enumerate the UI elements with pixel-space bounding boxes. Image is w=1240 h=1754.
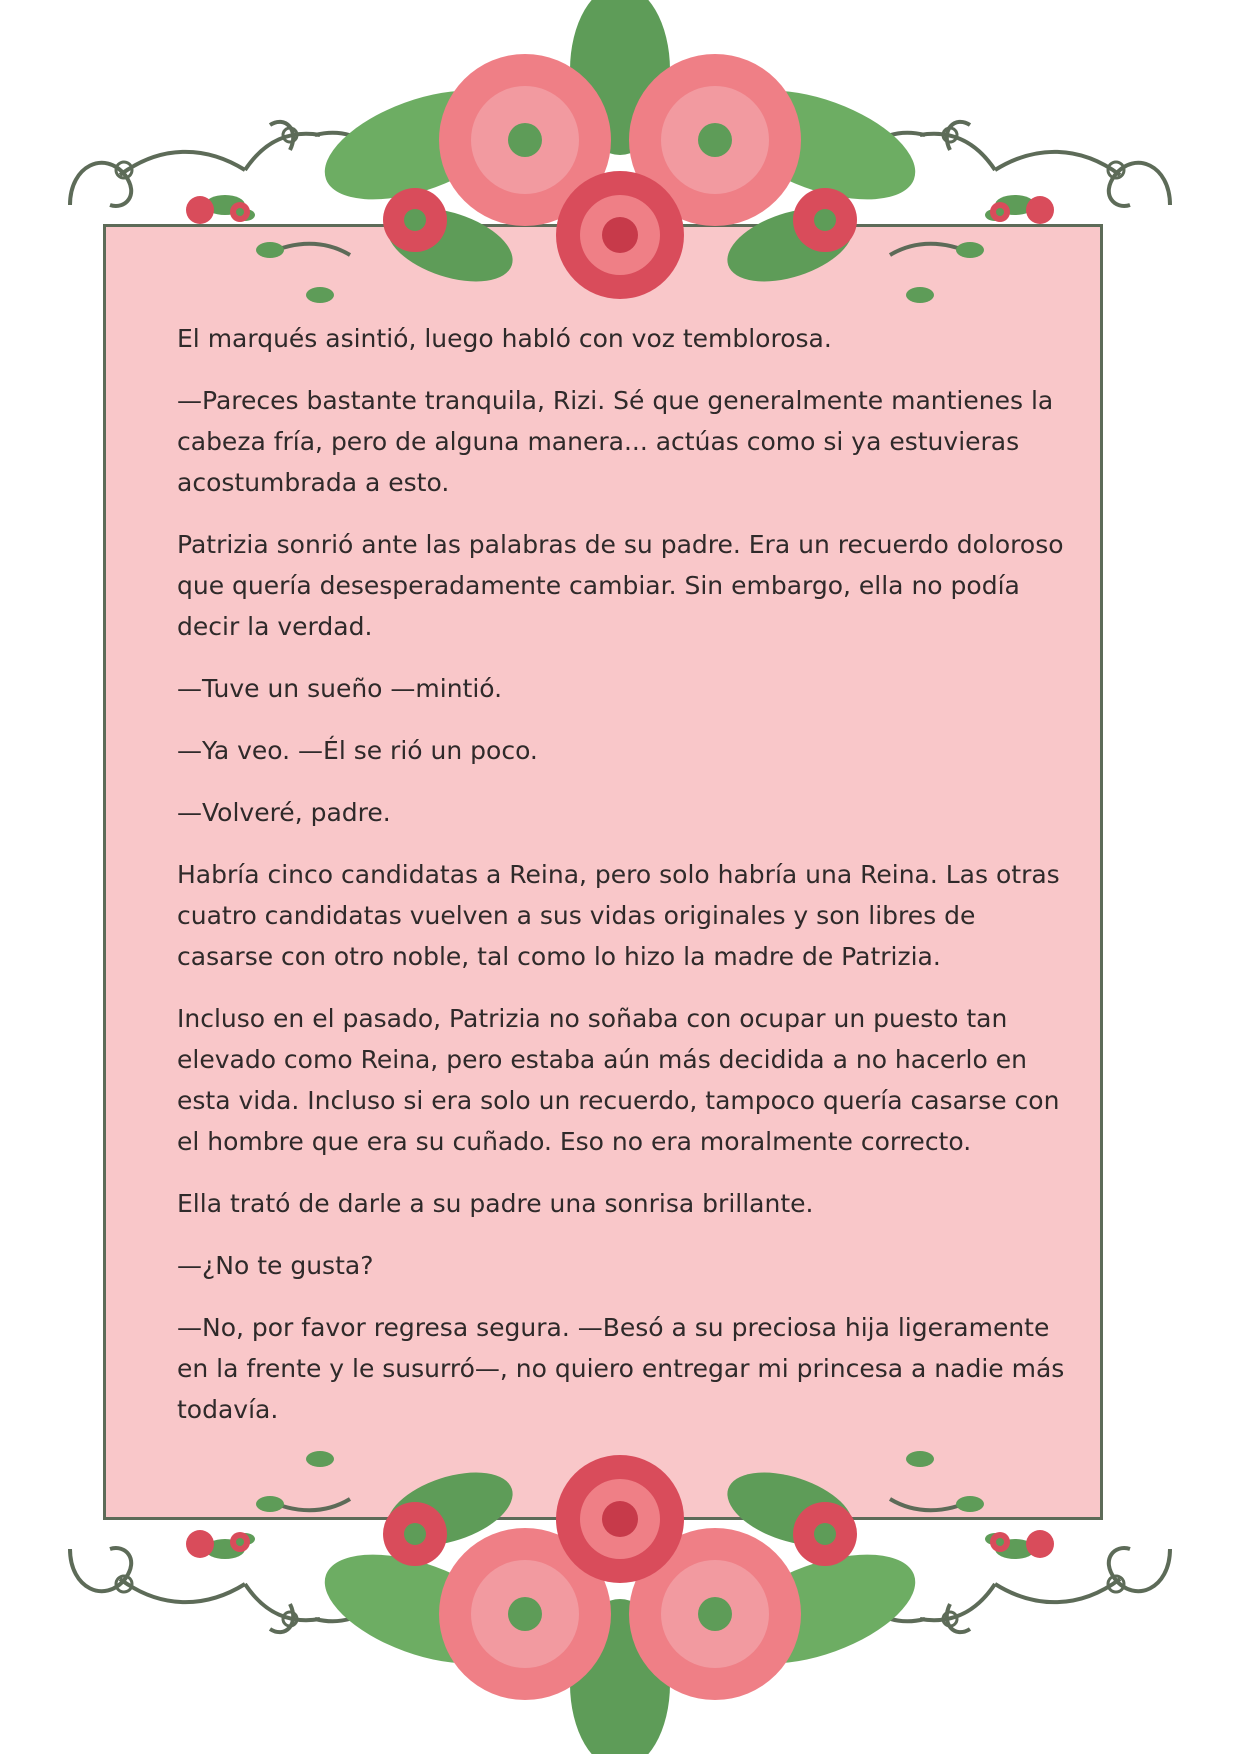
paragraph: Habría cinco candidatas a Reina, pero solo habría una Reina. Las otras cuatro candidatas vuelven a sus vidas originales y son libres de casarse con otro noble, tal como lo hizo la madre de Patrizia. (177, 860, 1060, 971)
document-body (177, 318, 1077, 1451)
paragraph: —Volveré, padre. (177, 798, 391, 827)
floral-ornament-top-icon (0, 0, 1240, 340)
paragraph: Patrizia sonrió ante las palabras de su padre. Era un recuerdo doloroso que quería desesperadamente cambiar. Sin embargo, ella no podía decir la verdad. (177, 530, 1064, 641)
paragraph: Incluso en el pasado, Patrizia no soñaba con ocupar un puesto tan elevado como Reina, pero estaba aún más decidida a no hacerlo en esta vida. Incluso si era solo un recuerdo, tampoco quería casarse con el hombre que era su cuñado. Eso no era moralmente correcto. (177, 1004, 1060, 1156)
paragraph: —Ya veo. —Él se rió un poco. (177, 736, 538, 765)
paragraph: —No, por favor regresa segura. —Besó a su preciosa hija ligeramente en la frente y le susurró—, no quiero entregar mi princesa a nadie más todavía. (177, 1313, 1065, 1424)
floral-ornament-bottom-icon (0, 1414, 1240, 1754)
paragraph: —¿No te gusta? (177, 1251, 374, 1280)
paragraph: —Tuve un sueño —mintió. (177, 674, 503, 703)
paragraph: El marqués asintió, luego habló con voz temblorosa. (177, 324, 832, 353)
paragraph: —Pareces bastante tranquila, Rizi. Sé que generalmente mantienes la cabeza fría, pero de alguna manera... actúas como si ya estuvieras acostumbrada a esto. (177, 386, 1054, 497)
paragraph: Ella trató de darle a su padre una sonrisa brillante. (177, 1189, 814, 1218)
